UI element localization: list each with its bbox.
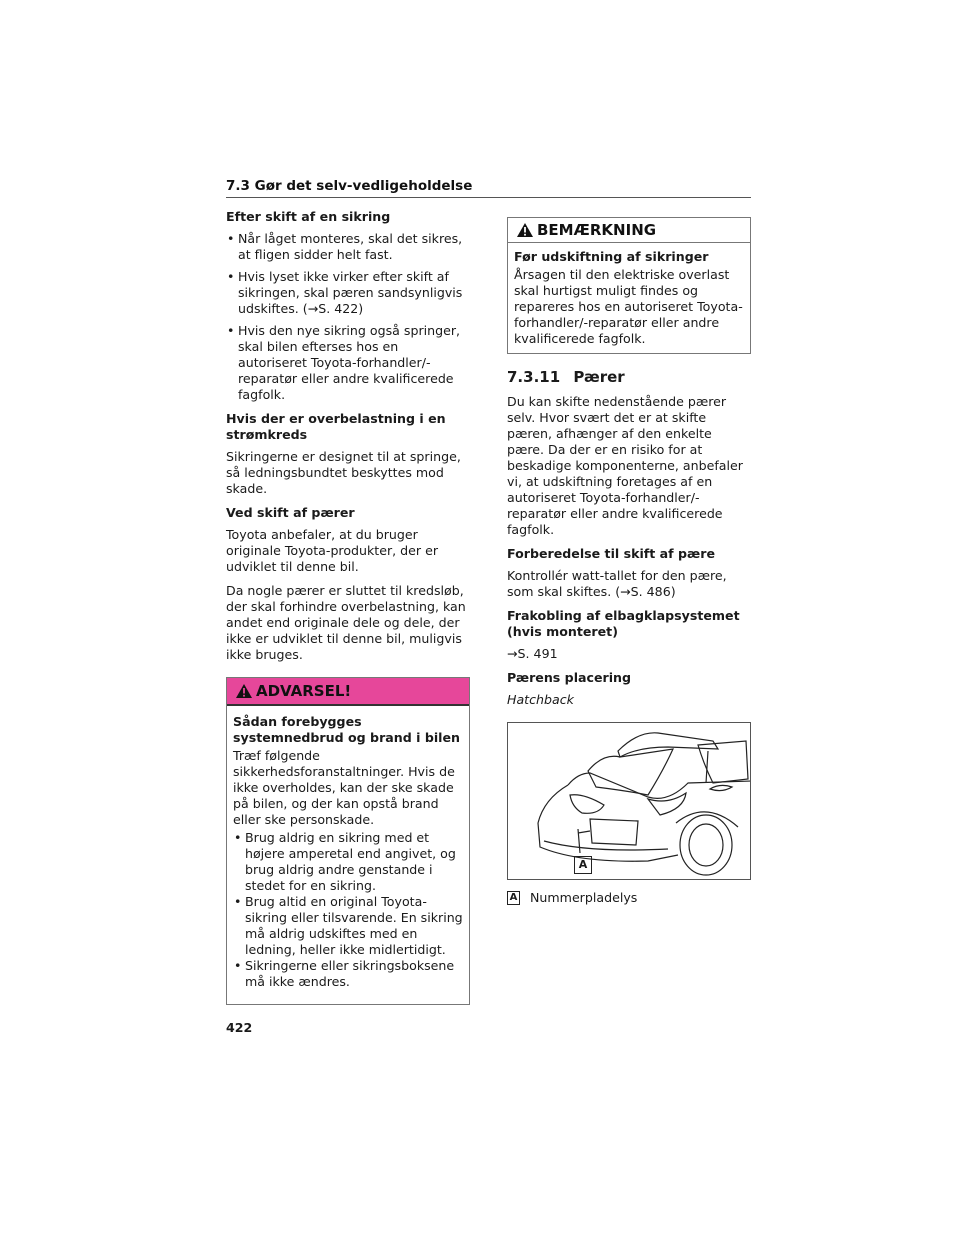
intro-text: Du kan skifte nedenstående pærer selv. Hvor svært det er at skifte pæren, afhænger af den enkelte pære. Da der er en risiko for at beskadige komponenterne, anbefaler vi, at udskiftning foretages af en autoriseret Toyota-forhandler/-reparatør eller andre kvalificerede fagfolk. <box>507 394 743 537</box>
warning-list <box>233 830 463 990</box>
section-title <box>507 368 751 386</box>
bulb-heading: Ved skift af pærer <box>226 505 355 520</box>
left-column <box>226 209 470 1005</box>
section-title-text: Pærer <box>573 368 625 386</box>
list-item: • Brug altid en original Toyota-sikring eller tilsvarende. En sikring må aldrig udskiftes med en ledning, heller ikke midlertidigt. <box>233 894 463 958</box>
list-item: • Brug aldrig en sikring med et højere amperetal end angivet, og brug aldrig andre genstande i stedet for en sikring. <box>233 830 463 894</box>
warning-triangle-icon <box>235 683 253 699</box>
notice-text: Årsagen til den elektriske overlast skal hurtigst muligt findes og repareres hos en autoriseret Toyota-forhandler/-reparatør eller andre kvalificerede fagfolk. <box>514 267 743 346</box>
tailgate-heading: Frakobling af elbagklapsystemet (hvis monteret) <box>507 608 740 639</box>
page-number: 422 <box>226 1020 253 1035</box>
warning-label: ADVARSEL! <box>256 682 352 700</box>
warning-box <box>226 677 470 1005</box>
prep-heading: Forberedelse til skift af pære <box>507 546 715 561</box>
figure-callout-a: A <box>574 856 592 874</box>
placement-subheading: Hatchback <box>507 692 574 707</box>
right-column <box>507 217 751 905</box>
notice-heading: Før udskiftning af sikringer <box>514 249 709 264</box>
notice-label: BEMÆRKNING <box>537 221 657 239</box>
bulb-text-1: Toyota anbefaler, at du bruger originale Toyota-produkter, der er udviklet til denne bil. <box>226 527 439 574</box>
figure-caption <box>507 890 751 905</box>
list-item: • Sikringerne eller sikringsboksene må ikke ændres. <box>233 958 463 990</box>
caption-key: A <box>507 891 520 905</box>
after-fuse-list <box>226 231 470 403</box>
warning-text: Træf følgende sikkerhedsforanstaltninger. Hvis de ikke overholdes, kan der ske skade på bilen, og der kan opstå brand eller ske personskade. <box>233 748 455 827</box>
bulb-text-2: Da nogle pærer er sluttet til kredsløb, der skal forhindre overbelastning, kan andet end originale dele og dele, der ikke er udviklet til denne bil, muligvis ikke bruges. <box>226 583 466 662</box>
notice-body <box>508 243 750 353</box>
list-item: • Når låget monteres, skal det sikres, at fligen sidder helt fast. <box>226 231 470 263</box>
warning-body <box>227 706 469 1004</box>
after-fuse-heading: Efter skift af en sikring <box>226 209 391 224</box>
warning-triangle-icon <box>516 222 534 238</box>
overload-text: Sikringerne er designet til at springe, så ledningsbundtet beskyttes mod skade. <box>226 449 461 496</box>
caption-text: Nummerpladelys <box>530 890 638 905</box>
list-item: • Hvis lyset ikke virker efter skift af sikringen, skal pæren sandsynligvis udskiftes. (→S. 422) <box>226 269 470 317</box>
warning-heading: Sådan forebygges systemnedbrud og brand i bilen <box>233 714 460 745</box>
section-number: 7.3.11 <box>507 368 561 386</box>
notice-box <box>507 217 751 354</box>
section-header: 7.3 Gør det selv-vedligeholdelse <box>226 178 751 198</box>
warning-header <box>227 678 469 706</box>
list-item: • Hvis den nye sikring også springer, skal bilen efterses hos en autoriseret Toyota-forhandler/-reparatør eller andre kvalificerede fagfolk. <box>226 323 470 403</box>
overload-heading: Hvis der er overbelastning i en strømkreds <box>226 411 446 442</box>
tailgate-text: →S. 491 <box>507 646 558 661</box>
car-rear-drawing <box>508 723 751 879</box>
prep-text: Kontrollér watt-tallet for den pære, som skal skiftes. (→S. 486) <box>507 568 727 599</box>
notice-header <box>508 218 750 243</box>
car-rear-illustration <box>507 722 751 880</box>
placement-heading: Pærens placering <box>507 670 632 685</box>
